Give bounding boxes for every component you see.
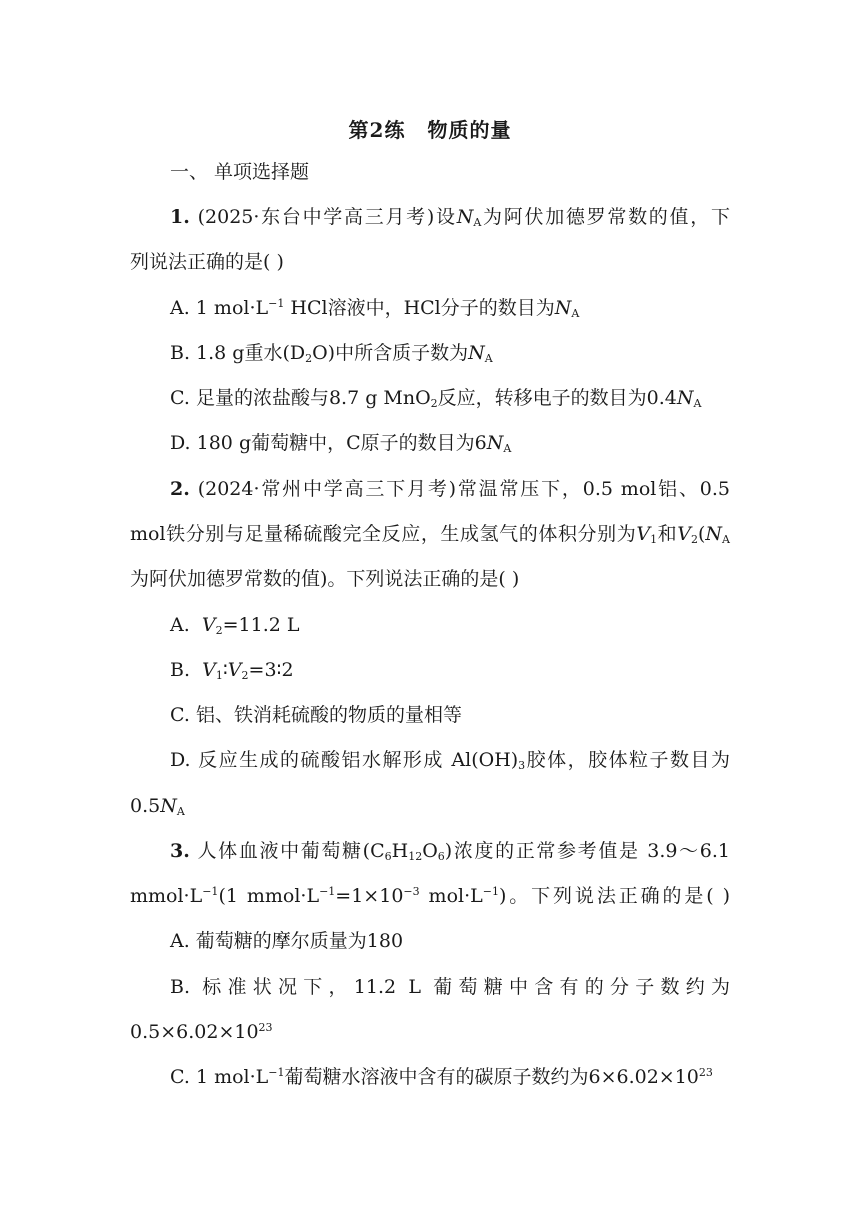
q3-stem-line1: 3. 人体血液中葡萄糖$(C_6H_{12}O_6)$浓度的正常参考值是 3.9～6.1 bbox=[170, 840, 731, 863]
q3-option-c: C. 1 $mol\cdot L^{-1}$葡萄糖水溶液中含有的碳原子数约为$6\times 6.02\times 10^{23}$ bbox=[170, 1066, 713, 1088]
q3-option-a: A. 葡萄糖的摩尔质量为180 bbox=[170, 930, 404, 952]
q2-option-c: C. 铝、铁消耗硫酸的物质的量相等 bbox=[170, 704, 462, 726]
q3-stem-line2: $mmol\cdot L^{-1}(1$ $mmol\cdot L^{-1}=1\times 10^{-3}$ $mol\cdot L^{-1}$)。下列说法正确的是( ) bbox=[130, 885, 731, 907]
q2-option-d-line1: D. 反应生成的硫酸铝水解形成 $Al(OH)_3$胶体，胶体粒子数目为 bbox=[170, 749, 730, 772]
q2-option-b: B. $V_1∶V_2=3∶2$ bbox=[170, 659, 294, 682]
q2-stem-line1: 2. (2024·常州中学高三下月考)常温常压下，0.5 mol铝、0.5 bbox=[170, 478, 730, 500]
q2-option-d-line2: $0.5N_A$ bbox=[130, 795, 185, 818]
q1-stem-line2: 列说法正确的是( ) bbox=[130, 251, 284, 273]
q1-option-b: B. 1.8 g重水$(D_2O)$中所含质子数为$N_A$ bbox=[170, 342, 493, 365]
q1-option-c: C. 足量的浓盐酸与8.7 g MnO$_2$反应，转移电子的数目为$0.4N_A$ bbox=[170, 387, 702, 410]
q2-option-a: A. $V_2=11.2$ L bbox=[170, 614, 300, 637]
q3-option-b-line2: $0.5\times 6.02\times 10^{23}$ bbox=[130, 1021, 273, 1043]
q2-stem-line2: mol铁分别与足量稀硫酸完全反应，生成氢气的体积分别为$V_1$和$V_2(N_A$ bbox=[130, 523, 730, 546]
q2-stem-line3: 为阿伏加德罗常数的值)。下列说法正确的是( ) bbox=[130, 568, 520, 590]
q1-option-a: A. 1 $mol\cdot L^{-1}$ HCl溶液中，HCl分子的数目为$N_A$ bbox=[170, 297, 580, 320]
q3-option-b-line1: B. 标准状况下，11.2 L 葡萄糖中含有的分子数约为 bbox=[170, 976, 730, 998]
q1-option-d: D. 180 g葡萄糖中，C原子的数目为$6N_A$ bbox=[170, 432, 512, 455]
section-heading: 一、 单项选择题 bbox=[170, 161, 310, 183]
page-title: 第2练 物质的量 bbox=[348, 118, 512, 142]
q1-stem-line1: 1. (2025·东台中学高三月考)设$N_A$为阿伏加德罗常数的值，下 bbox=[170, 206, 730, 229]
